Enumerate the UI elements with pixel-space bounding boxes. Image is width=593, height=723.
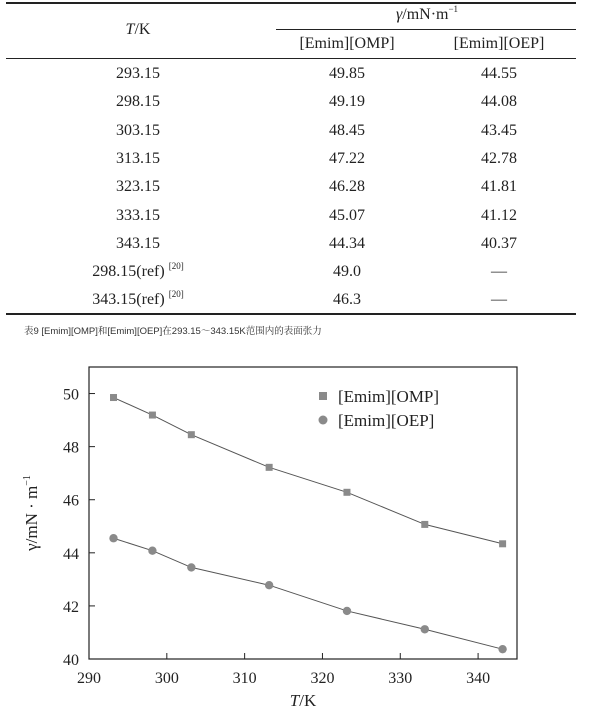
cell-omp: 48.45 (329, 121, 365, 139)
cell-omp: 49.19 (329, 93, 365, 111)
cell-temperature: 293.15 (116, 65, 160, 82)
y-axis (63, 387, 95, 669)
series-group (109, 394, 506, 653)
x-tick-label: 290 (77, 670, 101, 687)
y-tick-label: 42 (63, 598, 79, 616)
x-tick-label: 300 (154, 670, 179, 687)
x-axis-label: T/K (289, 691, 317, 710)
series-line-2 (114, 538, 503, 649)
data-point-circle (421, 625, 429, 633)
data-point-circle (148, 546, 156, 554)
y-tick-label: 46 (63, 492, 79, 510)
cell-oep: 41.81 (481, 178, 517, 196)
cell-omp: 47.22 (329, 149, 365, 167)
plot-frame (89, 367, 517, 659)
cell-temperature: 343.15(ref) [20] (92, 289, 184, 309)
y-tick-label: 50 (63, 386, 79, 404)
reference-marker: [20] (168, 289, 184, 300)
header-group-rule (276, 29, 576, 30)
header-surface-tension: $\gamma/mN\cdot m^{-1}$ (395, 4, 459, 23)
header-bottom-rule (6, 58, 576, 59)
x-axis (77, 653, 490, 687)
cell-temperature: 333.15 (116, 206, 160, 224)
cell-omp: 46.3 (333, 291, 361, 309)
cell-temperature: 303.15 (116, 121, 160, 139)
legend-square-icon (319, 392, 327, 400)
x-tick-label: 330 (388, 670, 413, 687)
x-tick-label: 310 (232, 670, 257, 687)
data-point-circle (265, 581, 273, 589)
legend-circle-icon (319, 416, 328, 425)
cell-temperature: 343.15 (116, 234, 160, 252)
data-point-circle (187, 563, 195, 571)
y-axis-label: $\gamma/mN \cdot m^{-1}$ (22, 475, 41, 551)
data-point-square (149, 412, 156, 419)
data-point-circle (343, 607, 351, 615)
data-point-circle (109, 534, 117, 542)
cell-omp: 46.28 (329, 178, 365, 196)
header-col-omp: [Emim][OMP] (299, 35, 395, 52)
data-point-square (421, 521, 428, 528)
table-bottom-rule (6, 313, 576, 315)
cell-oep: 44.55 (481, 65, 517, 82)
legend-label: [Emim][OEP] (338, 411, 435, 430)
table-top-rule (6, 2, 576, 4)
cell-oep: — (491, 291, 507, 309)
cell-oep: 42.78 (481, 149, 517, 167)
data-point-square (110, 394, 117, 401)
header-temperature: T/K (125, 21, 151, 38)
cell-oep: 44.08 (481, 93, 517, 111)
data-point-square (499, 540, 506, 547)
cell-oep: — (491, 263, 507, 281)
x-tick-label: 320 (310, 670, 335, 687)
cell-omp: 45.07 (329, 206, 365, 224)
surface-tension-table (6, 0, 576, 315)
x-tick-label: 340 (466, 670, 491, 687)
data-point-square (188, 431, 195, 438)
cell-omp: 49.85 (329, 65, 365, 82)
cell-temperature: 323.15 (116, 178, 160, 196)
y-tick-label: 44 (63, 545, 79, 563)
header-col-oep: [Emim][OEP] (453, 35, 545, 52)
y-tick-label: 40 (63, 652, 79, 669)
reference-marker: [20] (168, 261, 184, 272)
cell-omp: 44.34 (329, 234, 365, 252)
cell-oep: 40.37 (481, 234, 517, 252)
data-point-circle (498, 645, 506, 653)
legend (319, 387, 440, 430)
table-caption: 表9 [Emim][OMP]和[Emim][OEP]在293.15～343.15K范围内的表面张力 (24, 326, 322, 337)
cell-oep: 43.45 (481, 121, 517, 139)
cell-temperature: 298.15 (116, 93, 160, 111)
y-tick-label: 48 (63, 439, 79, 457)
cell-temperature: 313.15 (116, 149, 160, 167)
legend-label: [Emim][OMP] (338, 387, 440, 406)
data-point-square (343, 489, 350, 496)
cell-oep: 41.12 (481, 206, 517, 224)
cell-omp: 49.0 (333, 263, 361, 281)
surface-tension-chart (0, 350, 593, 723)
data-point-square (266, 464, 273, 471)
series-line-1 (114, 398, 503, 544)
cell-temperature: 298.15(ref) [20] (92, 261, 184, 281)
